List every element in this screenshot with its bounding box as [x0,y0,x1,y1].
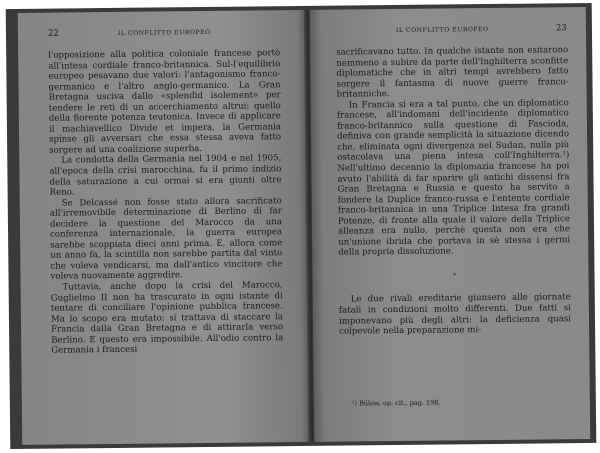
paragraph: l'opposizione alla politica coloniale francese portò all'intesa cordiale franco-britannica. Sul-l'equilibrio europeo pesavano due valori: l'antagonismo franco-germanico e l'altro anglo-germanico. La Gran Bretagna usciva dallo «splendid isolement» per tendere le reti di un accerchiamento altrui: quello della fiorente potenza teutonica. Invece di applicare il machiavellico Divide et impera, la Germania spinse gli avversari che essa stessa aveva fatto sorgere ad una coalizione superba. [48,48,282,156]
right-page [310,7,591,442]
paragraph: Se Delcassé non fosse stato allora sacrificato all'irremovibile determinazione di Berlino di far decidere la questione del Marocco da una conferenza internazionale, la guerra europea sarebbe scoppiata dieci anni prima. E, allora come un anno fa, la scintilla non sarebbe partita dal vinto che voleva vendicarsi, ma dall'antico vincitore che voleva nuovamente aggredire. [49,195,283,283]
right-page-body [336,45,571,337]
paragraph: La condotta della Germania nel 1904 e nel 1905, all'epoca della crisi marocchina, fu il primo indizio della saturazione a cui ormai si era giunti oltre Reno. [49,153,282,198]
running-head: IL CONFLITTO EUROPEO [117,28,211,37]
page-number: 23 [555,23,567,34]
paragraph: In Francia si era a tal punto, che un diplomatico francese, all'indomani dell'incidente diplomatico franco-britannico sulla questione di Fascioda, definiva con grande semplicità la situazione dicendo che, eliminata ogni divergenza nel Sudan, nulla più ostacolava una piena intesa coll'Inghilterra.¹) Nell'ultimo decennio la diplomazia francese ha poi avuto l'abilità di far sparire gli antichi dissensi fra Gran Bretagna e Russia e questo ha servito a fondere la Duplice franco-russa e l'entente cordiale franco-britannica in una Triplice Intesa fra grandi Potenze, di fronte alla quale il valore della Triplice alleanza era nullo, perchè questa non era che un'unione ibrida che portava in sè stessa i germi della propria dissoluzione. [336,97,571,259]
paragraph: Le due rivali ereditarie giunsero alle giornate fatali in condizioni molto differenti. Due fatti si imponevano più degli altri: la deficienza quasi colpevole nella preparazione mi- [338,292,572,337]
left-page-body [48,48,283,356]
open-book [6,3,597,449]
section-separator: * [452,272,457,280]
paragraph: sacrificavano tutto. In qualche istante non esitarono nemmeno a subire da parte dell'Inghilterra sconfitte diplomatiche che in altri tempi avrebbero fatto sorgere il fantasma di nuove guerre franco-britanniche. [336,45,569,100]
footnote: ¹) Bülow, op. cit., pag. 198. [351,398,441,408]
page-number: 22 [47,28,59,39]
running-head: IL CONFLITTO EUROPEO [395,26,489,34]
paragraph: Tuttavia, anche dopo la crisi del Marocco, Guglielmo II non ha trascurato in ogni istante di tentare di conciliare l'opinione pubblica francese. Ma lo scopo era mutato: si trattava di staccare la Francia dalla Gran Bretagna e di attirarla verso Berlino. E questo era impossibile. All'odio contro la Germania i francesi [50,280,284,356]
left-page [18,10,311,445]
